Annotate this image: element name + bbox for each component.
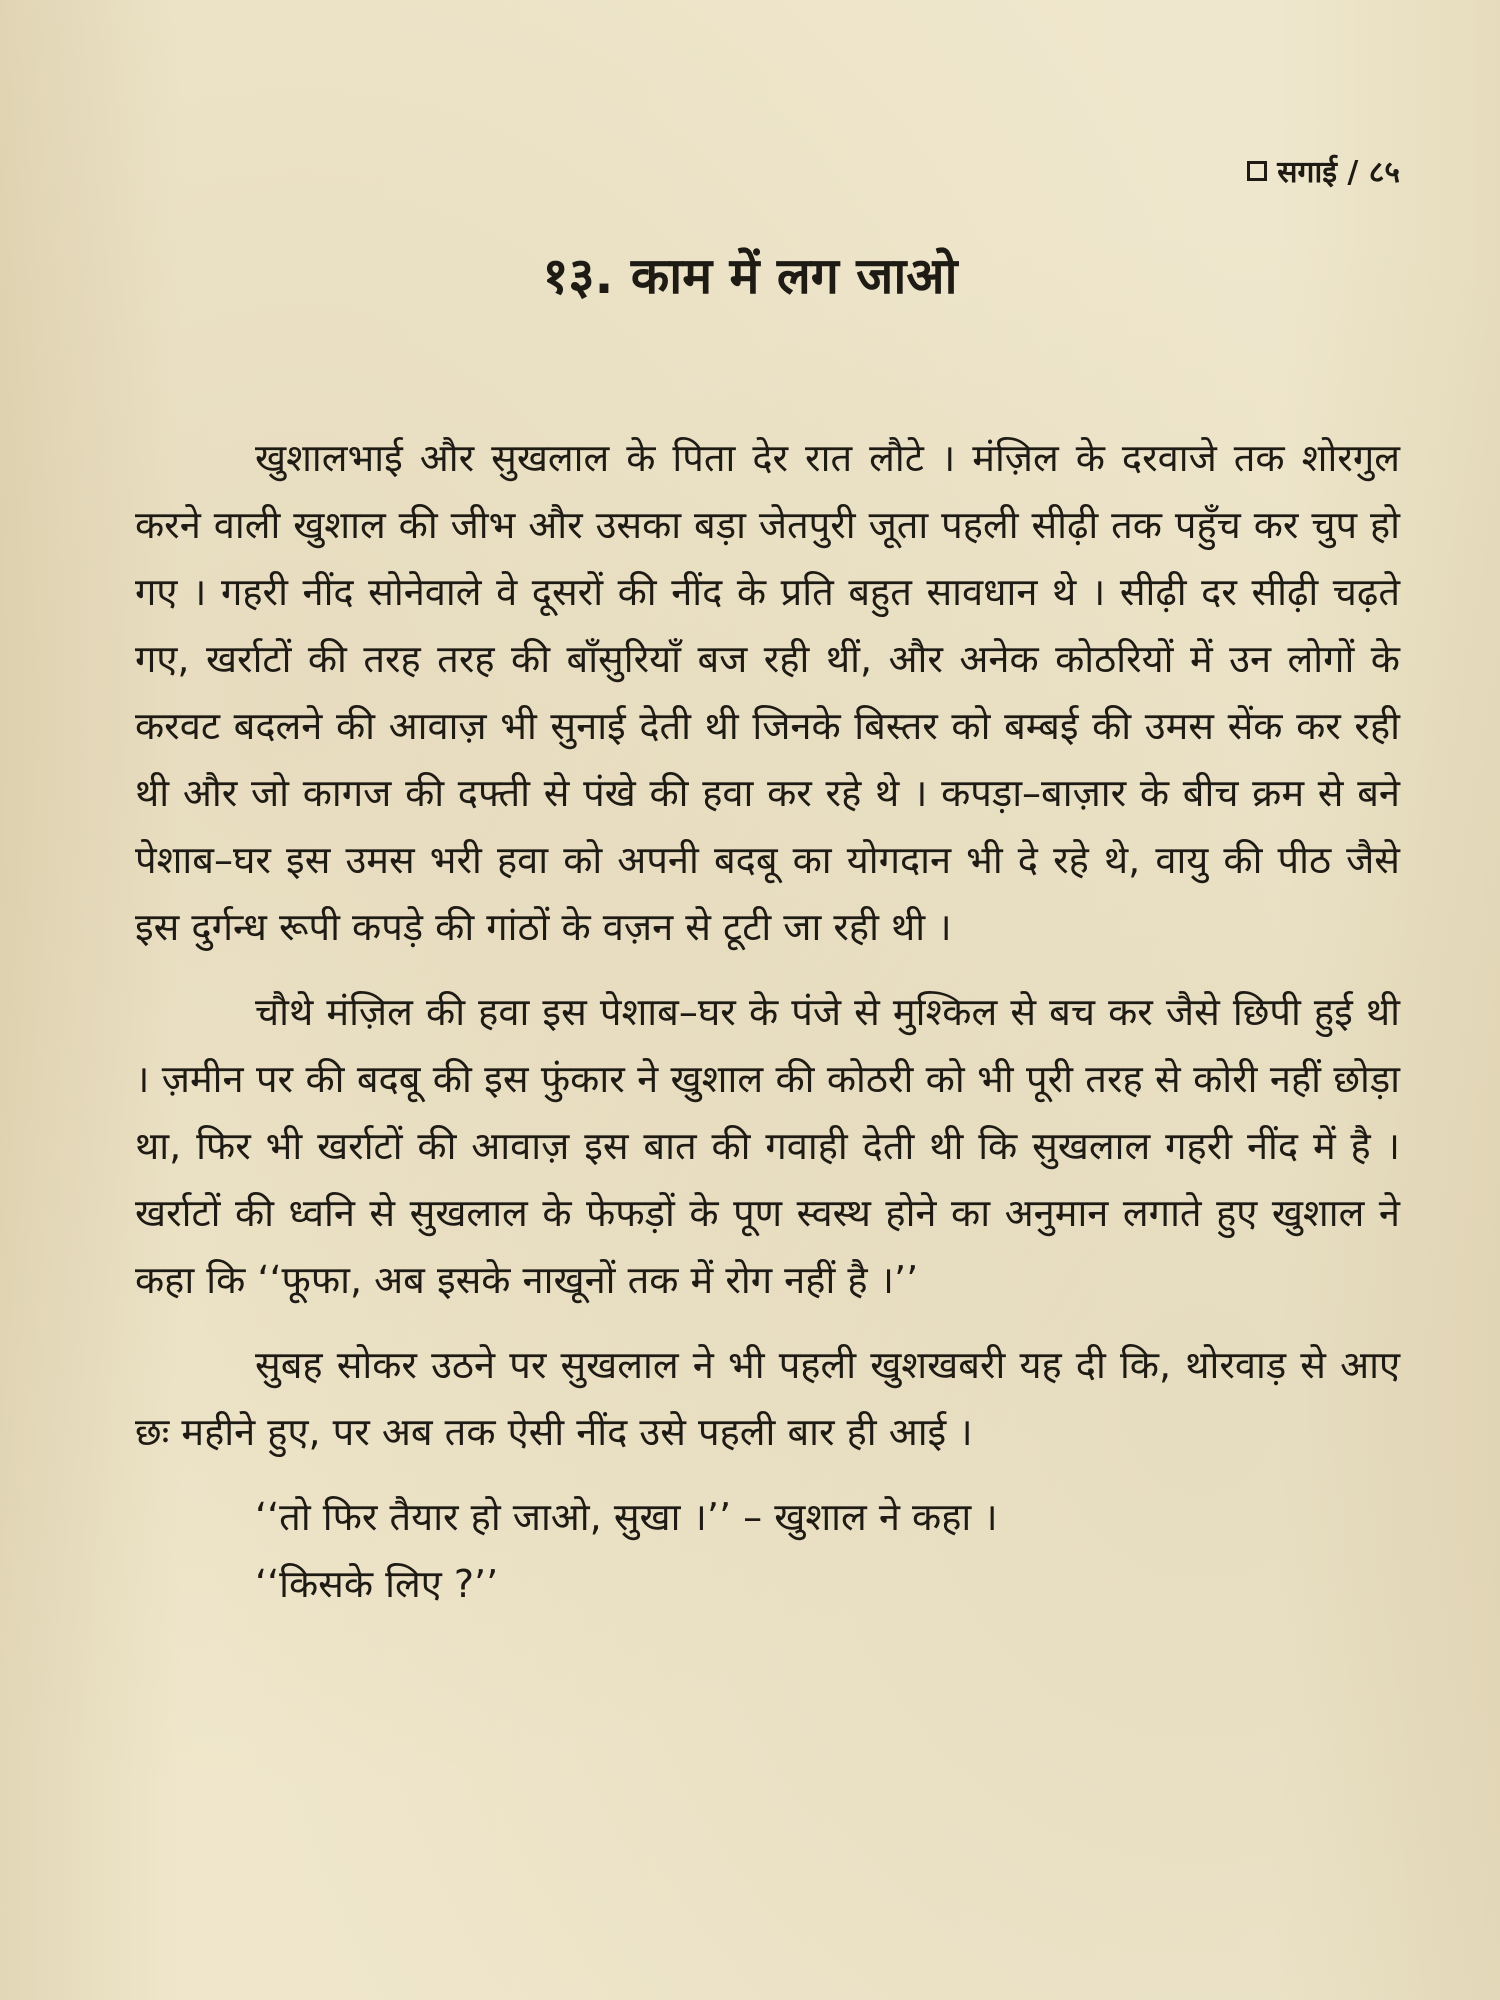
paragraph: खुशालभाई और सुखलाल के पिता देर रात लौटे । मंज़िल के दरवाजे तक शोरगुल करने वाली खुशाल की जीभ और उसका बड़ा जेतपुरी जूता पहली सीढ़ी तक पहुँच कर चुप हो गए । गहरी नींद सोनेवाले वे दूसरों की नींद के प्रति बहुत सावधान थे । सीढ़ी दर सीढ़ी चढ़ते गए, खर्राटों की तरह तरह की बाँसुरियाँ बज रही थीं, और अनेक कोठरियों में उन लोगों के करवट बदलने की आवाज़ भी सुनाई देती थी जिनके बिस्तर को बम्बई की उमस सेंक कर रही थी और जो कागज की दफ्ती से पंखे की हवा कर रहे थे । कपड़ा–बाज़ार के बीच क्रम से बने पेशाब–घर इस उमस भरी हवा को अपनी बदबू का योगदान भी दे रहे थे, वायु की पीठ जैसे इस दुर्गन्ध रूपी कपड़े की गांठों के वज़न से टूटी जा रही थी । bbox=[135, 436, 1400, 949]
chapter-title: १३. काम में लग जाओ bbox=[542, 247, 958, 305]
dialogue-line: ‘‘तो फिर तैयार हो जाओ, सुखा ।’’ – खुशाल ने कहा । bbox=[255, 1495, 998, 1539]
running-head bbox=[1247, 150, 1400, 191]
body-text bbox=[135, 425, 1400, 1618]
dialogue-line: ‘‘किसके लिए ?’’ bbox=[255, 1562, 499, 1606]
square-bullet-icon bbox=[1247, 161, 1267, 181]
paragraph: सुबह सोकर उठने पर सुखलाल ने भी पहली खुशखबरी यह दी कि, थोरवाड़ से आए छः महीने हुए, पर अब तक ऐसी नींद उसे पहली बार ही आई । bbox=[135, 1343, 1400, 1454]
running-title: सगाई / ८५ bbox=[1277, 155, 1400, 190]
paragraph: चौथे मंज़िल की हवा इस पेशाब–घर के पंजे से मुश्किल से बच कर जैसे छिपी हुई थी । ज़मीन पर की बदबू की इस फुंकार ने खुशाल की कोठरी को भी पूरी तरह से कोरी नहीं छोड़ा था, फिर भी खर्राटों की आवाज़ इस बात की गवाही देती थी कि सुखलाल गहरी नींद में है । खर्राटों की ध्वनि से सुखलाल के फेफड़ों के पूण स्वस्थ होने का अनुमान लगाते हुए खुशाल ने कहा कि ‘‘फूफा, अब इसके नाखूनों तक में रोग नहीं है ।’’ bbox=[135, 990, 1400, 1302]
